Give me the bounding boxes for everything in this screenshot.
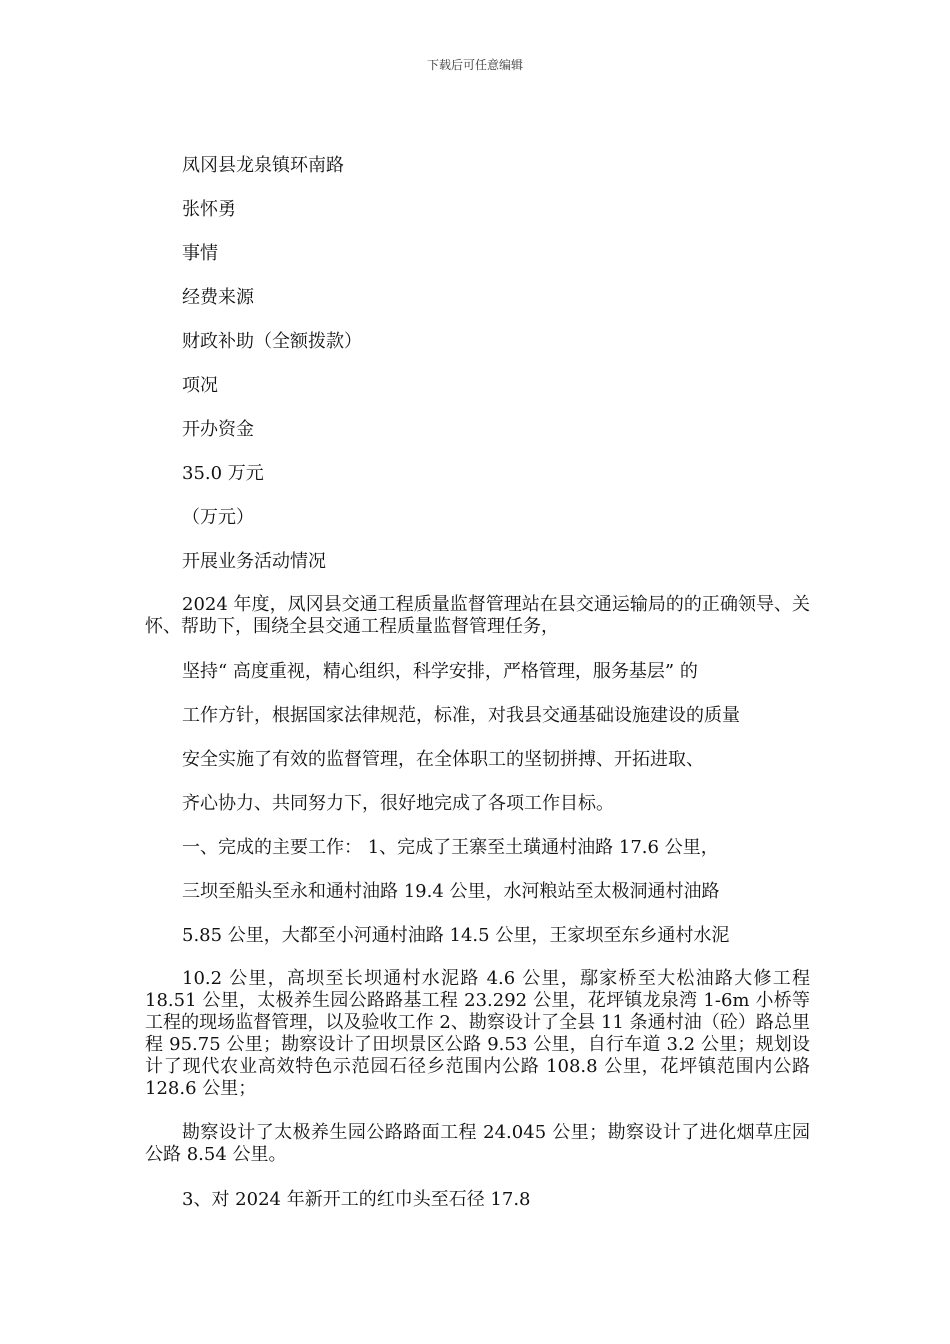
text-line-policy-4: 齐心协力、共同努力下，很好地完成了各项工作目标。	[182, 793, 614, 814]
text-line-policy-2: 工作方针，根据国家法律规范，标准，对我县交通基础设施建设的质量	[182, 705, 740, 726]
text-line-activities-heading: 开展业务活动情况	[182, 551, 326, 572]
text-line-funding-label: 经费来源	[182, 287, 254, 308]
text-line-status: 项况	[182, 375, 218, 396]
text-line-unit: （万元）	[182, 507, 254, 528]
text-line-matter: 事情	[182, 243, 218, 264]
document-body	[145, 154, 810, 1232]
paragraph-survey: 勘察设计了太极养生园公路路面工程 24.045 公里；勘察设计了进化烟草庄园公路 8.54 公里。	[145, 1122, 810, 1165]
header-note: 下载后可任意编辑	[426, 58, 523, 72]
text-line-name: 张怀勇	[182, 199, 236, 220]
text-line-work-1: 一、完成的主要工作： 1、完成了王寨至土璜通村油路 17.6 公里，	[182, 837, 719, 858]
paragraph-work-details: 10.2 公里，高坝至长坝通村水泥路 4.6 公里，鄢家桥至大松油路大修工程 18.51 公里，太极养生园公路路基工程 23.292 公里，花坪镇龙泉湾 1-6m 小桥等工程的现场监督管理，以及验收工作 2、勘察设计了全县 11 条通村油（砼）路总里程 95.75 公里；勘察设计了田坝景区公路 9.53 公里，自行车道 3.2 公里；规划设计了现代农业高效特色示范园石径乡范围内公路 108.8 公里，花坪镇范围内公路 128.6 公里；	[145, 968, 810, 1099]
text-line-new-project: 3、对 2024 年新开工的红巾头至石径 17.8	[182, 1189, 531, 1210]
text-line-capital-label: 开办资金	[182, 419, 254, 440]
text-line-address: 凤冈县龙泉镇环南路	[182, 155, 344, 176]
text-line-funding-value: 财政补助（全额拨款）	[182, 331, 362, 352]
text-line-work-2: 三坝至船头至永和通村油路 19.4 公里，水河粮站至太极洞通村油路	[182, 881, 720, 902]
text-line-capital-value: 35.0 万元	[182, 463, 264, 484]
text-line-policy-3: 安全实施了有效的监督管理，在全体职工的坚韧拼搏、开拓进取、	[182, 749, 704, 770]
text-line-policy-1: 坚持“ 高度重视，精心组织，科学安排，严格管理，服务基层” 的	[182, 661, 698, 682]
paragraph-intro: 2024 年度，凤冈县交通工程质量监督管理站在县交通运输局的的正确领导、关怀、帮助下，围绕全县交通工程质量监督管理任务，	[145, 594, 810, 637]
text-line-work-3: 5.85 公里，大都至小河通村油路 14.5 公里，王家坝至东乡通村水泥	[182, 925, 730, 946]
